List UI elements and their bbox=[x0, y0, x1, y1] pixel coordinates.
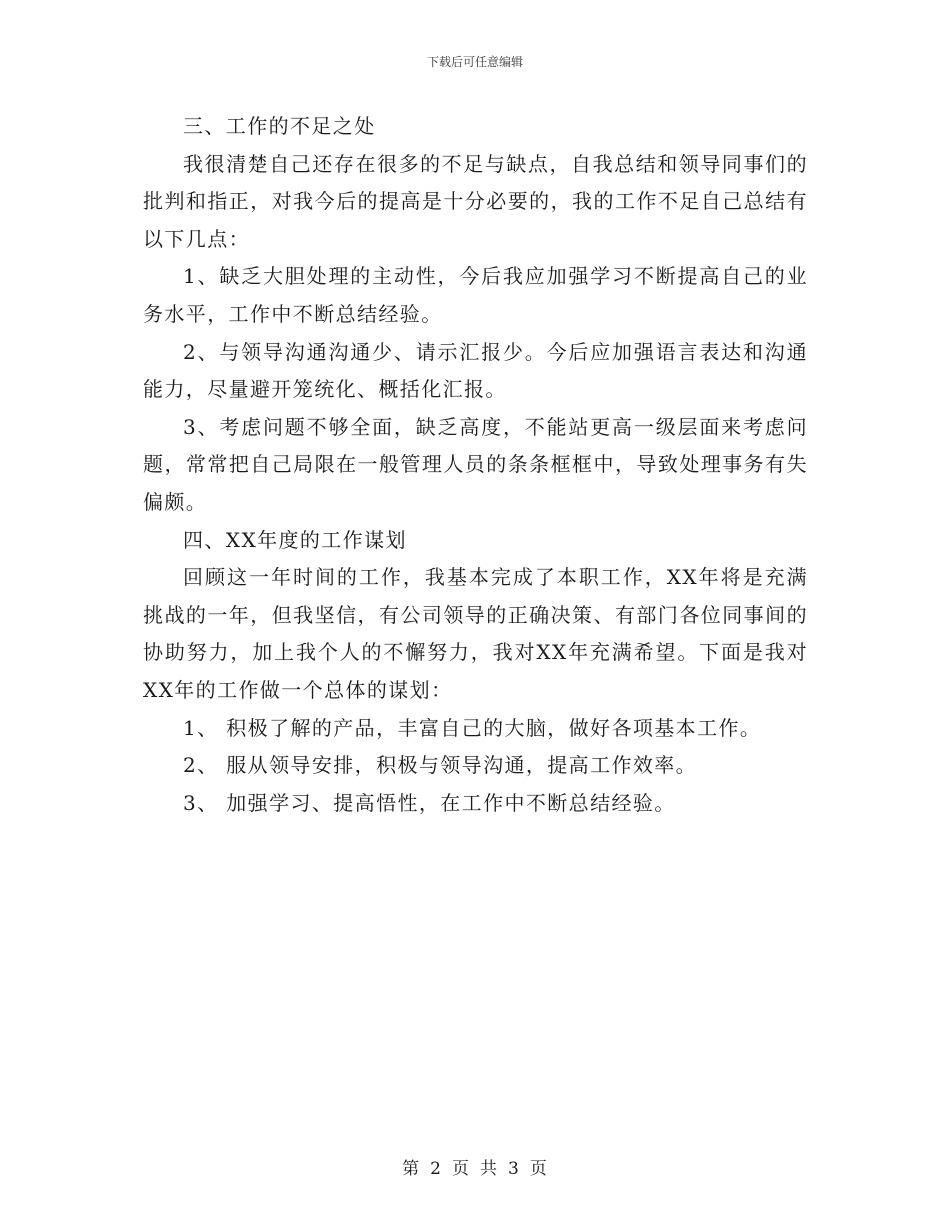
section-heading-plan: 四、XX年度的工作谋划 bbox=[183, 527, 407, 552]
footer-total-word: 共 bbox=[480, 1159, 498, 1179]
plan-item-2: 2、 服从领导安排，积极与领导沟通，提高工作效率。 bbox=[183, 753, 698, 778]
paragraph-shortcomings-intro: 我很清楚自己还存在很多的不足与缺点，自我总结和领导同事们的批判和指正，对我今后的提高是十分必要的，我的工作不足自己总结有以下几点： bbox=[143, 151, 808, 251]
shortcoming-item-1: 1、缺乏大胆处理的主动性，今后我应加强学习不断提高自己的业务水平，工作中不断总结经验。 bbox=[143, 264, 808, 326]
plan-item-3: 3、 加强学习、提高悟性，在工作中不断总结经验。 bbox=[183, 790, 676, 815]
footer-prefix: 第 bbox=[402, 1159, 421, 1179]
footer-page-word: 页 bbox=[452, 1159, 470, 1179]
footer-suffix: 页 bbox=[529, 1159, 548, 1179]
plan-item-1: 1、 积极了解的产品，丰富自己的大脑，做好各项基本工作。 bbox=[183, 715, 762, 740]
shortcoming-item-2: 2、与领导沟通沟通少、请示汇报少。今后应加强语言表达和沟通能力，尽量避开笼统化、概括化汇报。 bbox=[143, 339, 808, 402]
page-number-footer bbox=[0, 1154, 950, 1179]
section-heading-shortcomings: 三、工作的不足之处 bbox=[183, 114, 376, 138]
paragraph-plan-intro: 回顾这一年时间的工作，我基本完成了本职工作，XX年将是充满挑战的一年，但我坚信，有公司领导的正确决策、有部门各位同事间的协助努力，加上我个人的不懈努力，我对XX年充满希望。下面是我对XX年的工作做一个总体的谋划： bbox=[143, 565, 808, 702]
page-header-note: 下载后可任意编辑 bbox=[426, 55, 523, 69]
current-page-number: 2 bbox=[430, 1159, 442, 1179]
document-body bbox=[143, 108, 808, 822]
shortcoming-item-3: 3、考虑问题不够全面，缺乏高度，不能站更高一级层面来考虑问题，常常把自己局限在一般管理人员的条条框框中，导致处理事务有失偏颇。 bbox=[143, 414, 808, 514]
total-page-number: 3 bbox=[508, 1159, 520, 1179]
